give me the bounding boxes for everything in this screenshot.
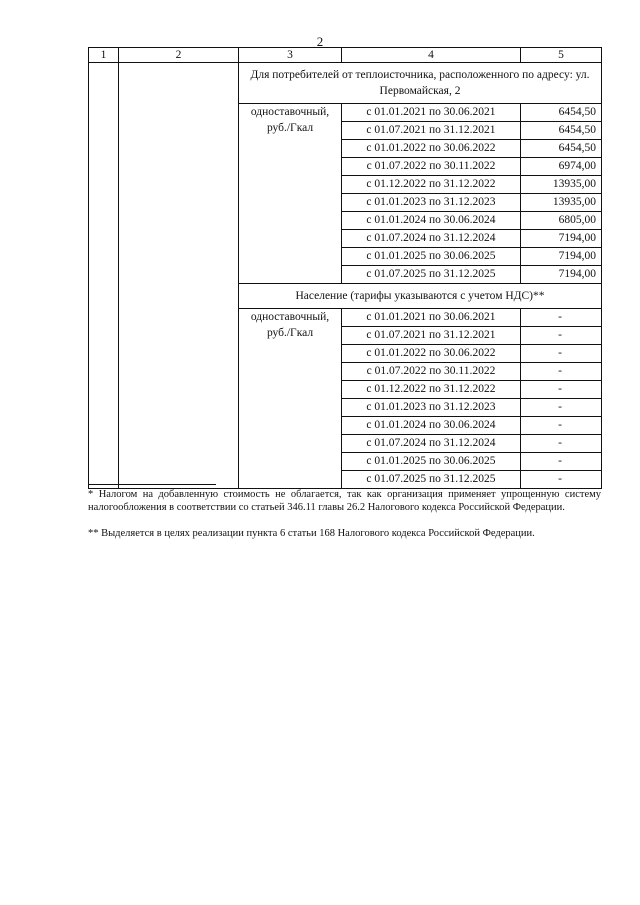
period-cell: с 01.07.2022 по 30.11.2022 — [342, 158, 521, 176]
tariff-value-cell: - — [521, 381, 602, 399]
column-header-5: 5 — [521, 48, 602, 63]
section-title-row — [89, 63, 602, 104]
footnote-vat-allocation: ** Выделяется в целях реализации пункта 6 статьи 168 Налогового кодекса Российской Федерации. — [88, 528, 535, 539]
period-cell: с 01.07.2024 по 31.12.2024 — [342, 230, 521, 248]
table-header-row — [89, 48, 602, 63]
section-title: Население (тарифы указываются с учетом НДС)** — [239, 284, 602, 309]
period-cell: с 01.01.2024 по 30.06.2024 — [342, 417, 521, 435]
period-cell: с 01.01.2024 по 30.06.2024 — [342, 212, 521, 230]
column-1-cell — [89, 63, 119, 489]
tariff-value-cell: 7194,00 — [521, 266, 602, 284]
period-cell: с 01.01.2022 по 30.06.2022 — [342, 345, 521, 363]
period-cell: с 01.07.2021 по 31.12.2021 — [342, 122, 521, 140]
period-cell: с 01.01.2021 по 30.06.2021 — [342, 309, 521, 327]
tariff-value-cell: 6454,50 — [521, 122, 602, 140]
period-cell: с 01.07.2024 по 31.12.2024 — [342, 435, 521, 453]
section-title: Для потребителей от теплоисточника, расположенного по адресу: ул. Первомайская, 2 — [239, 63, 602, 104]
period-cell: с 01.07.2025 по 31.12.2025 — [342, 266, 521, 284]
page-number: 2 — [316, 34, 324, 49]
tariff-value-cell: - — [521, 327, 602, 345]
tariff-value-cell: - — [521, 471, 602, 489]
column-header-1: 1 — [89, 48, 119, 63]
tariff-value-cell: 6805,00 — [521, 212, 602, 230]
tariff-value-cell: 13935,00 — [521, 194, 602, 212]
tariff-value-cell: 6454,50 — [521, 140, 602, 158]
tariff-value-cell: - — [521, 453, 602, 471]
tariff-value-cell: 7194,00 — [521, 248, 602, 266]
period-cell: с 01.01.2025 по 30.06.2025 — [342, 248, 521, 266]
period-cell: с 01.01.2023 по 31.12.2023 — [342, 194, 521, 212]
tariff-value-cell: 6454,50 — [521, 104, 602, 122]
tariff-value-cell: 7194,00 — [521, 230, 602, 248]
tariff-table — [88, 47, 602, 489]
column-header-2: 2 — [119, 48, 239, 63]
tariff-value-cell: - — [521, 417, 602, 435]
tariff-value-cell: - — [521, 345, 602, 363]
column-2-cell — [119, 63, 239, 489]
footnote-divider — [88, 484, 216, 485]
column-header-3: 3 — [239, 48, 342, 63]
period-cell: с 01.12.2022 по 31.12.2022 — [342, 381, 521, 399]
footnote-vat-exemption: * Налогом на добавленную стоимость не облагается, так как организация применяет упрощенную систему налогообложения в соответствии со статьей 346.11 главы 26.2 Налогового кодекса Российской Федерации. — [88, 489, 601, 513]
tariff-type: одноставочный, руб./Гкал — [239, 309, 342, 489]
period-cell: с 01.07.2022 по 30.11.2022 — [342, 363, 521, 381]
tariff-type: одноставочный, руб./Гкал — [239, 104, 342, 284]
period-cell: с 01.07.2021 по 31.12.2021 — [342, 327, 521, 345]
period-cell: с 01.12.2022 по 31.12.2022 — [342, 176, 521, 194]
tariff-value-cell: - — [521, 363, 602, 381]
column-header-4: 4 — [342, 48, 521, 63]
period-cell: с 01.07.2025 по 31.12.2025 — [342, 471, 521, 489]
period-cell: с 01.01.2025 по 30.06.2025 — [342, 453, 521, 471]
tariff-value-cell: 13935,00 — [521, 176, 602, 194]
tariff-value-cell: 6974,00 — [521, 158, 602, 176]
tariff-value-cell: - — [521, 435, 602, 453]
tariff-value-cell: - — [521, 399, 602, 417]
period-cell: с 01.01.2023 по 31.12.2023 — [342, 399, 521, 417]
period-cell: с 01.01.2021 по 30.06.2021 — [342, 104, 521, 122]
tariff-value-cell: - — [521, 309, 602, 327]
period-cell: с 01.01.2022 по 30.06.2022 — [342, 140, 521, 158]
